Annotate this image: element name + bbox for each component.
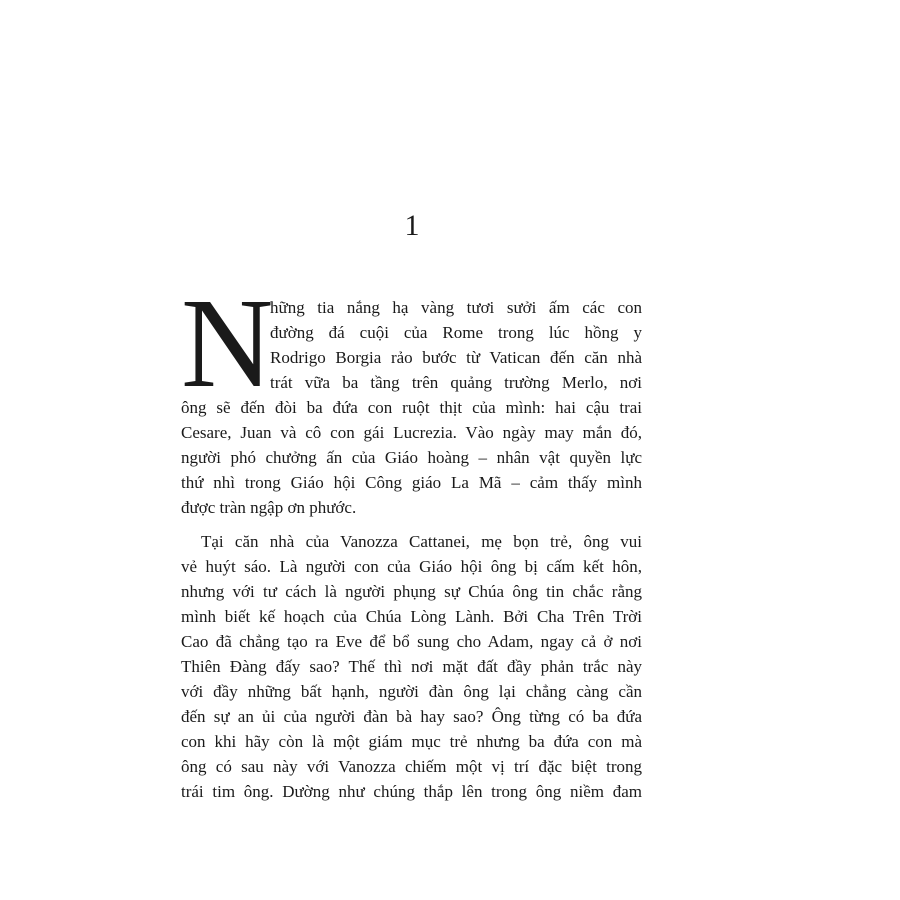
drop-cap-letter: N [181,272,272,414]
text-line: đến sự an ủi của người đàn bà hay sao? Ông từng có ba đứa [181,707,642,726]
text-line: hững tia nắng hạ vàng tươi sưởi ấm các con [270,298,642,317]
text-line: Tại căn nhà của Vanozza Cattanei, mẹ bọn trẻ, ông vui [201,532,642,551]
text-line: Cao đã chẳng tạo ra Eve để bổ sung cho Adam, ngay cả ở nơi [181,632,642,651]
text-line: người phó chưởng ấn của Giáo hoàng – nhân vật quyền lực [181,448,642,467]
text-line: Cesare, Juan và cô con gái Lucrezia. Vào ngày may mắn đó, [181,423,642,442]
text-line: trái tim ông. Dường như chúng thắp lên trong ông niềm đam [181,782,642,801]
text-line: ông sẽ đến đòi ba đứa con ruột thịt của mình: hai cậu trai [181,398,642,417]
text-line: con khi hãy còn là một giám mục trẻ nhưng ba đứa con mà [181,732,642,751]
text-line: với đầy những bất hạnh, người đàn ông lại chẳng càng cần [181,682,642,701]
paragraph-2 [181,529,642,804]
text-line: Rodrigo Borgia rảo bước từ Vatican đến căn nhà [270,348,642,367]
text-line: thứ nhì trong Giáo hội Công giáo La Mã – cảm thấy mình [181,473,642,492]
text-line: nhưng với tư cách là người phụng sự Chúa ông tin chắc rằng [181,582,642,601]
body-text [181,272,642,804]
text-line: Thiên Đàng đấy sao? Thế thì nơi mặt đất đầy phản trắc này [181,657,642,676]
text-line: đường đá cuội của Rome trong lúc hồng y [270,323,642,342]
chapter-number: 1 [404,209,420,242]
text-line: được tràn ngập ơn phước. [181,498,357,517]
text-line: mình biết kế hoạch của Chúa Lòng Lành. Bởi Cha Trên Trời [181,607,642,626]
text-line: trát vữa ba tầng trên quảng trường Merlo, nơi [270,373,642,392]
text-line: vẻ huýt sáo. Là người con của Giáo hội ông bị cấm kết hôn, [181,557,642,576]
paragraph-1 [181,272,642,520]
text-line: ông có sau này với Vanozza chiếm một vị trí đặc biệt trong [181,757,642,776]
